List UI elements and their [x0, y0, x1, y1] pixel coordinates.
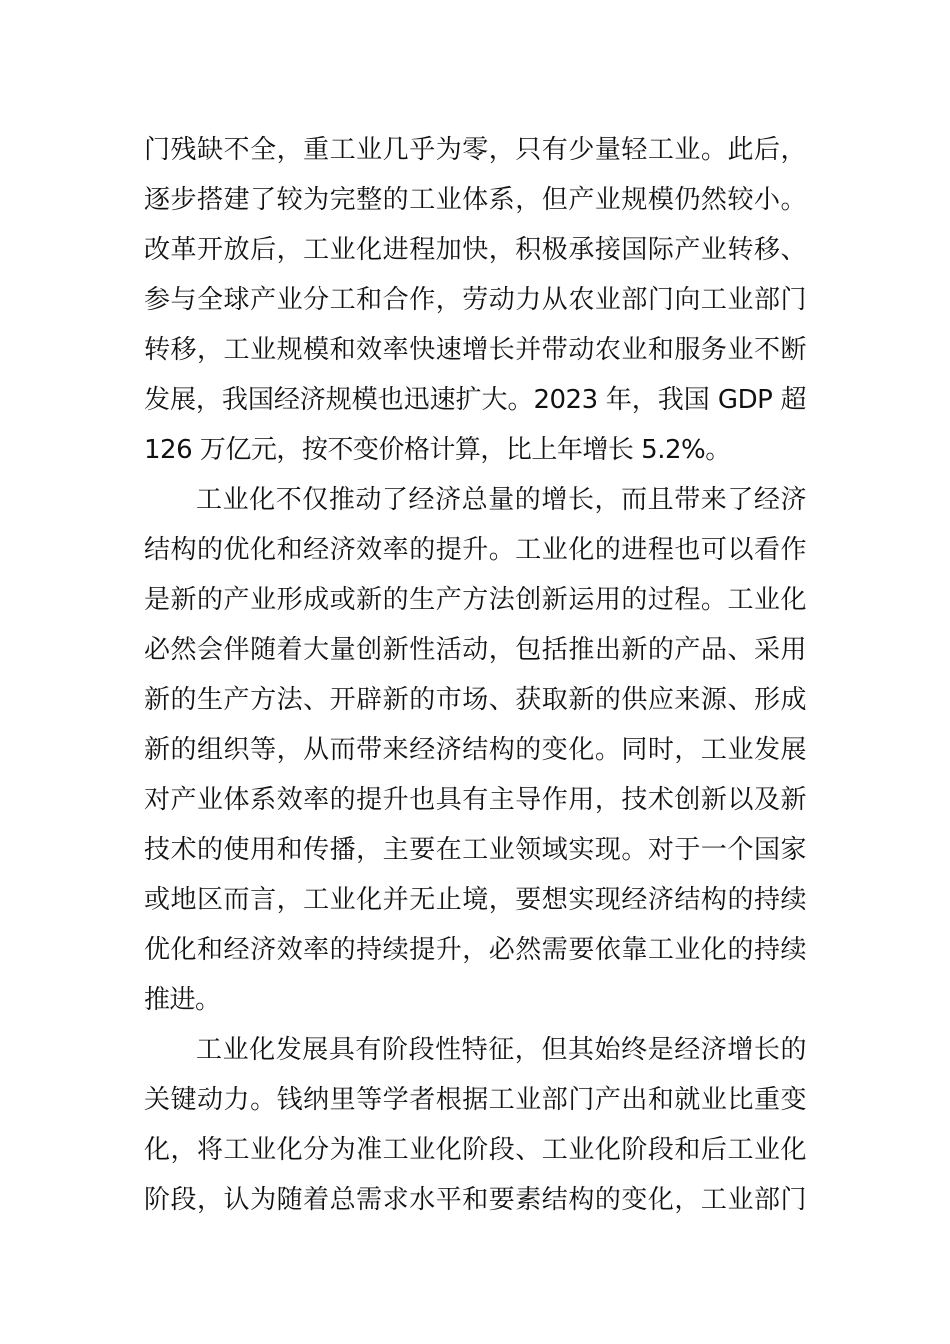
- text-line: 阶段，认为随着总需求水平和要素结构的变化，工业部门: [144, 1185, 806, 1215]
- paragraph-first-line: 工业化不仅推动了经济总量的增长，而且带来了经济: [196, 485, 806, 515]
- text-line: 126 万亿元，按不变价格计算，比上年增长 5.2%。: [144, 435, 731, 465]
- text-line: 新的组织等，从而带来经济结构的变化。同时，工业发展: [144, 735, 806, 765]
- text-line: 是新的产业形成或新的生产方法创新运用的过程。工业化: [144, 585, 806, 615]
- text-line: 结构的优化和经济效率的提升。工业化的进程也可以看作: [144, 535, 806, 565]
- text-line: 新的生产方法、开辟新的市场、获取新的供应来源、形成: [144, 685, 806, 715]
- text-line: 优化和经济效率的持续提升，必然需要依靠工业化的持续: [144, 935, 806, 965]
- text-line: 关键动力。钱纳里等学者根据工业部门产出和就业比重变: [144, 1085, 806, 1115]
- text-line: 技术的使用和传播，主要在工业领域实现。对于一个国家: [144, 835, 806, 865]
- text-line: 化，将工业化分为准工业化阶段、工业化阶段和后工业化: [144, 1135, 806, 1165]
- text-line: 或地区而言，工业化并无止境，要想实现经济结构的持续: [144, 885, 806, 915]
- text-line: 推进。: [144, 985, 221, 1015]
- text-line: 必然会伴随着大量创新性活动，包括推出新的产品、采用: [144, 635, 806, 665]
- text-line: 转移，工业规模和效率快速增长并带动农业和服务业不断: [144, 335, 806, 365]
- text-line: 逐步搭建了较为完整的工业体系，但产业规模仍然较小。: [144, 185, 806, 215]
- text-line: 发展，我国经济规模也迅速扩大。2023 年，我国 GDP 超: [144, 385, 806, 415]
- paragraph-first-line: 工业化发展具有阶段性特征，但其始终是经济增长的: [196, 1035, 806, 1065]
- text-line: 参与全球产业分工和合作，劳动力从农业部门向工业部门: [144, 285, 806, 315]
- text-line: 门残缺不全，重工业几乎为零，只有少量轻工业。此后，: [144, 135, 806, 165]
- document-body: [144, 125, 806, 1225]
- text-line: 改革开放后，工业化进程加快，积极承接国际产业转移、: [144, 235, 806, 265]
- text-line: 对产业体系效率的提升也具有主导作用，技术创新以及新: [144, 785, 806, 815]
